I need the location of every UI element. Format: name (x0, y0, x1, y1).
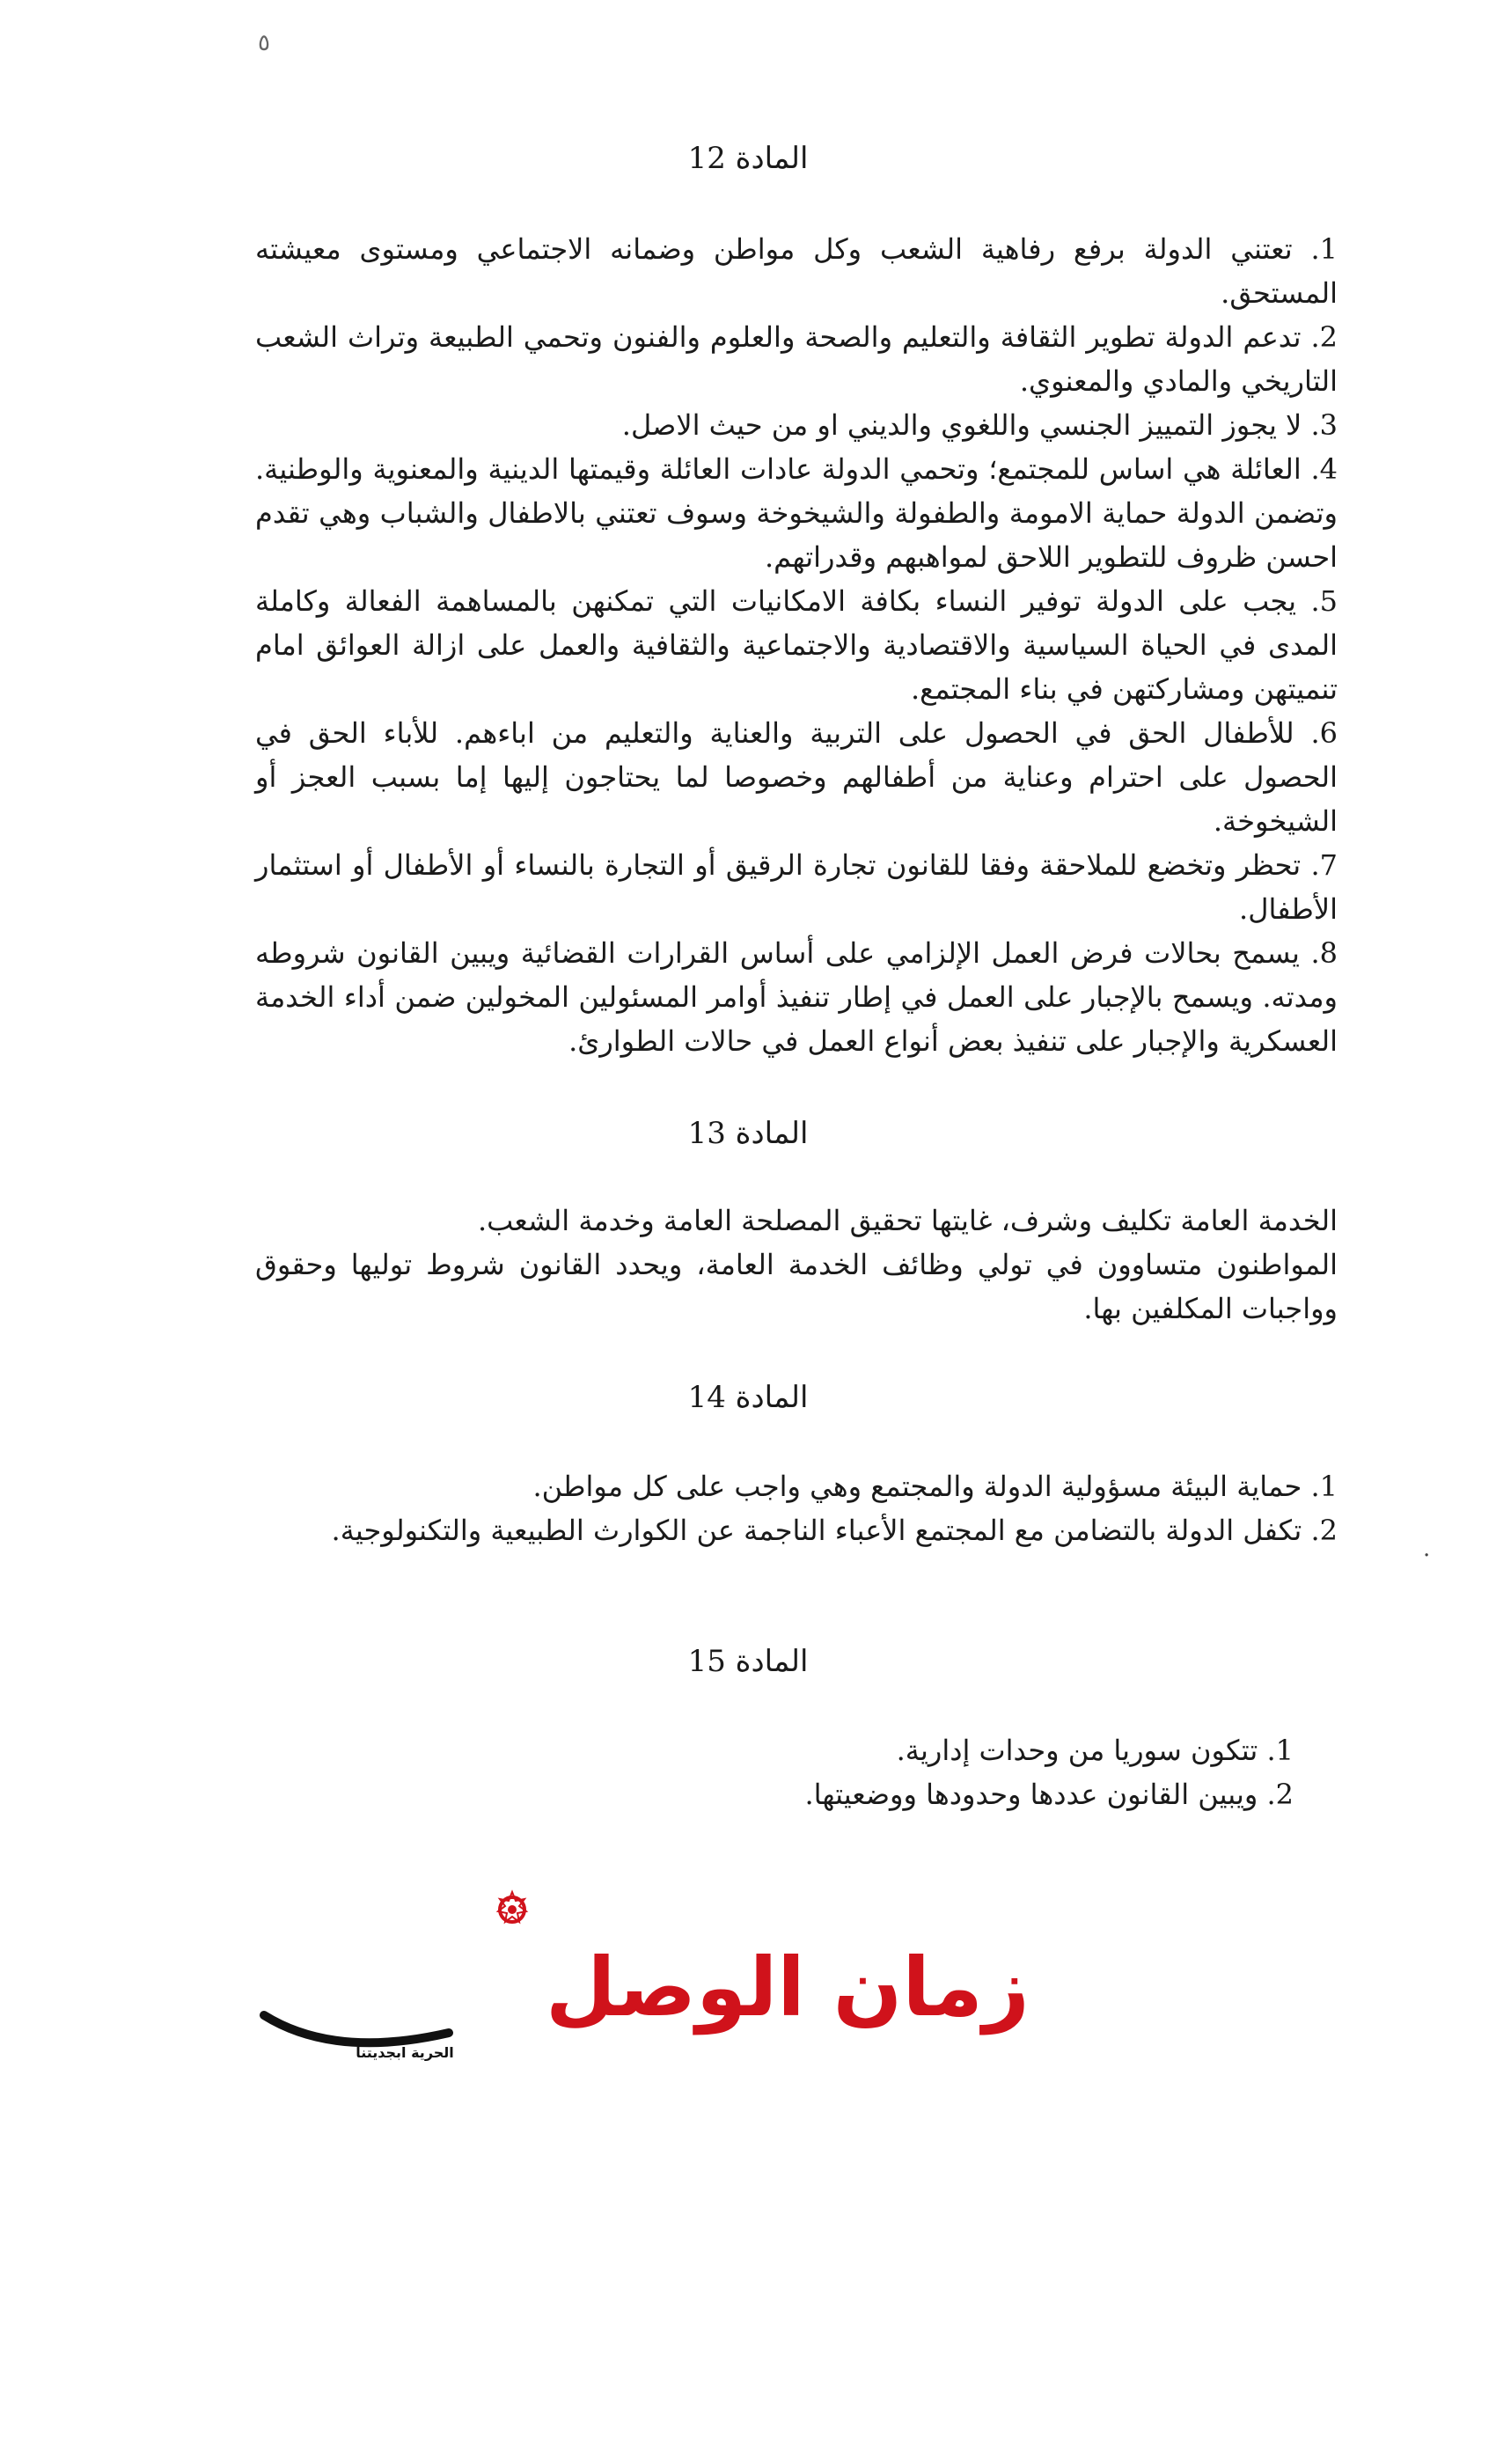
article-12-heading: المادة 12 (687, 141, 809, 176)
margin-dot: . (1423, 1536, 1431, 1562)
article-12-item-8: 8. يسمح بحالات فرض العمل الإلزامي على أساس القرارات القضائية ويبين القانون شروطه ومدته. ويسمح بالإجبار على العمل في إطار تنفيذ أوامر المسئولين المخولين ضمن أداء الخدمة العسكرية والإجبار على تنفيذ بعض أنواع العمل في حالات الطوارئ. (255, 936, 1338, 1058)
article-12-item-3: 3. لا يجوز التمييز الجنسي واللغوي والديني او من حيث الاصل. (621, 408, 1338, 442)
article-13-heading: المادة 13 (687, 1116, 809, 1151)
article-12-item-2: 2. تدعم الدولة تطوير الثقافة والتعليم والصحة والعلوم والفنون وتحمي الطبيعة وتراث الشعب التاريخي والمادي والمعنوي. (255, 320, 1338, 398)
article-12-item-4: 4. العائلة هي اساس للمجتمع؛ وتحمي الدولة عادات العائلة وقيمتها الدينية والمعنوية والوطنية. وتضمن الدولة حماية الامومة والطفولة والشيخوخة وسوف تعتني بالاطفال والشباب وهي تقدم احسن ظروف للتطوير اللاحق لمواهبهم وقدراتهم. (255, 452, 1338, 574)
article-13-paragraph-1: الخدمة العامة تكليف وشرف، غايتها تحقيق المصلحة العامة وخدمة الشعب. (477, 1204, 1338, 1237)
article-12-item-6: 6. للأطفال الحق في الحصول على التربية والعناية والتعليم من اباءهم. للأباء الحق في الحصول على احترام وعناية من أطفالهم وخصوصا لما يحتاجون إليها إما بسبب العجز أو الشيخوخة. (255, 716, 1338, 838)
article-13-body (255, 1199, 1390, 1331)
article-14-body (255, 1464, 1390, 1552)
article-15-item-2: 2. ويبين القانون عددها وحدودها ووضعيتها. (804, 1778, 1294, 1811)
article-13-paragraph-2: المواطنون متساوون في تولي وظائف الخدمة العامة، ويحدد القانون شروط توليها وحقوق وواجبات المكلفين بها. (255, 1248, 1338, 1325)
page-mark: ٥ (258, 30, 270, 56)
article-14-heading: المادة 14 (687, 1380, 809, 1415)
article-15-body (255, 1728, 1390, 1816)
article-12-item-1: 1. تعتني الدولة برفع رفاهية الشعب وكل مواطن وضمانه الاجتماعي ومستوى معيشته المستحق. (255, 232, 1338, 310)
article-12-item-5: 5. يجب على الدولة توفير النساء بكافة الامكانيات التي تمكنهن بالمساهمة الفعالة وكاملة المدى في الحياة السياسية والاقتصادية والاجتماعية والثقافية والعمل على ازالة العوائق امام تنميتهن ومشاركتهن في بناء المجتمع. (255, 584, 1338, 706)
article-12-item-7: 7. تحظر وتخضع للملاحقة وفقا للقانون تجارة الرقيق أو التجارة بالنساء أو الأطفال أو استثمار الأطفال. (255, 848, 1338, 926)
article-14-item-1: 1. حماية البيئة مسؤولية الدولة والمجتمع وهي واجب على كل مواطن. (532, 1470, 1338, 1503)
article-14-item-2: 2. تكفل الدولة بالتضامن مع المجتمع الأعباء الناجمة عن الكوارث الطبيعية والتكنولوجية. (331, 1514, 1338, 1547)
logo-rosette-icon (498, 1892, 526, 1922)
logo-tagline: الحرية ابجديتنا (356, 2044, 454, 2061)
article-15-heading: المادة 15 (687, 1644, 809, 1679)
logo-wordmark: زمان الوصل (546, 1940, 1030, 2035)
zaman-alwasl-logo (229, 1883, 1030, 2094)
article-12-body (255, 227, 1390, 1063)
article-15-item-1: 1. تتكون سوريا من وحدات إدارية. (896, 1734, 1294, 1767)
